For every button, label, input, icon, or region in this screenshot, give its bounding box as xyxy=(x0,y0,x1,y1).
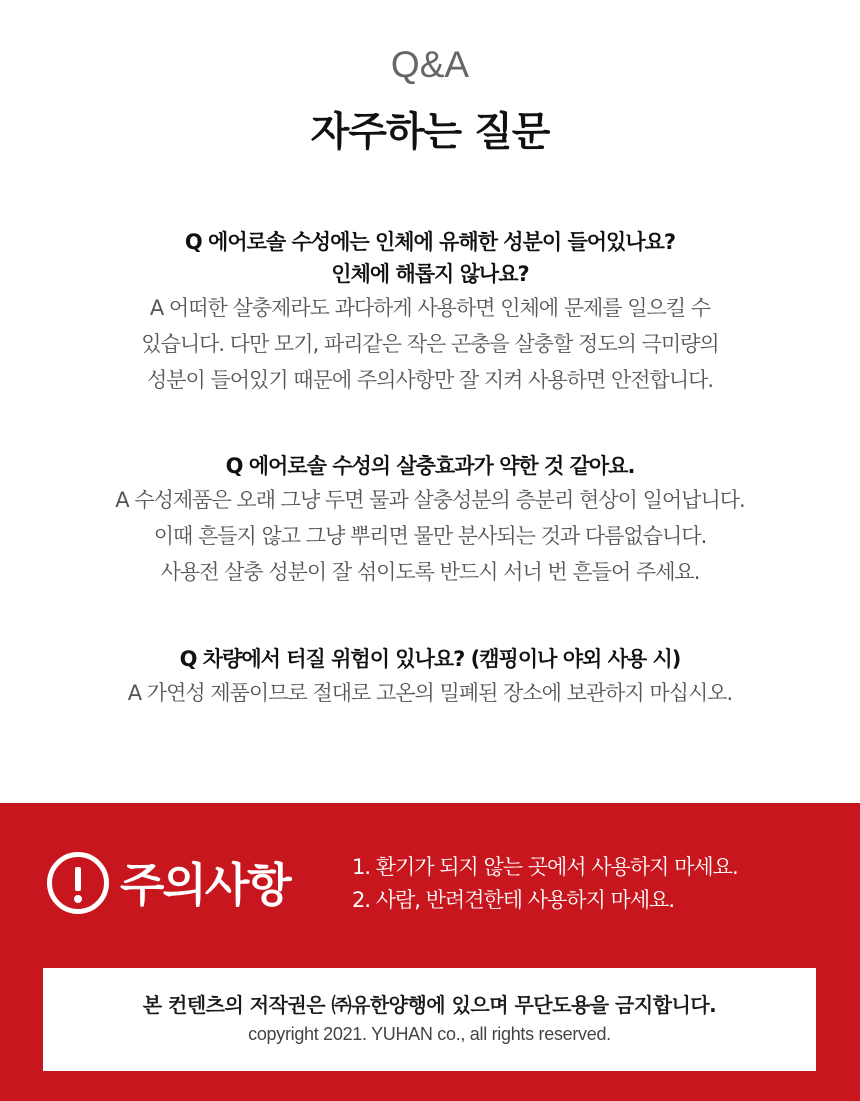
exclamation-dot xyxy=(74,895,82,903)
qa-label: Q&A xyxy=(390,44,470,85)
copyright-box xyxy=(43,968,816,1071)
faq-item xyxy=(0,226,860,398)
faq-answer-line: 사용전 살충 성분이 잘 섞이도록 반드시 서너 번 흔들어 주세요. xyxy=(160,560,700,584)
faq-answer-line: A 어떠한 살충제라도 과다하게 사용하면 인체에 문제를 일으킬 수 xyxy=(149,296,711,320)
faq-answer-line: A 가연성 제품이므로 절대로 고온의 밀폐된 장소에 보관하지 마십시오. xyxy=(127,681,733,705)
caution-title: 주의사항 xyxy=(120,858,290,912)
exclamation-bar xyxy=(75,867,81,891)
faq-item xyxy=(0,643,860,711)
page-title: 자주하는 질문 xyxy=(310,109,550,155)
copyright-line: copyright 2021. YUHAN co., all rights reserved. xyxy=(248,1024,611,1044)
caution-list xyxy=(352,851,738,917)
copyright-notice: 본 컨텐츠의 저작권은 ㈜유한양행에 있으며 무단도용을 금지합니다. xyxy=(142,993,717,1017)
faq-answer-line: A 수성제품은 오래 그냥 두면 물과 살충성분의 층분리 현상이 일어납니다. xyxy=(115,488,745,512)
faq-question-line: Q 에어로솔 수성의 살충효과가 약한 것 같아요. xyxy=(225,454,635,478)
faq-answer-line: 이때 흔들지 않고 그냥 뿌리면 물만 분사되는 것과 다름없습니다. xyxy=(153,524,707,548)
caution-item: 1. 환기가 되지 않는 곳에서 사용하지 마세요. xyxy=(352,855,738,879)
caution-item: 2. 사람, 반려견한테 사용하지 마세요. xyxy=(352,888,675,912)
faq-answer-line: 있습니다. 다만 모기, 파리같은 작은 곤충을 살충할 정도의 극미량의 xyxy=(141,332,719,356)
exclamation-circle-icon xyxy=(47,852,109,914)
faq-item xyxy=(0,450,860,590)
faq-question-line: Q 차량에서 터질 위험이 있나요? (캠핑이나 야외 사용 시) xyxy=(179,647,681,671)
faq-question-line: Q 에어로솔 수성에는 인체에 유해한 성분이 들어있나요? xyxy=(184,230,676,254)
faq-answer-line: 성분이 들어있기 때문에 주의사항만 잘 지켜 사용하면 안전합니다. xyxy=(146,368,714,392)
faq-question-line: 인체에 해롭지 않나요? xyxy=(331,262,529,286)
